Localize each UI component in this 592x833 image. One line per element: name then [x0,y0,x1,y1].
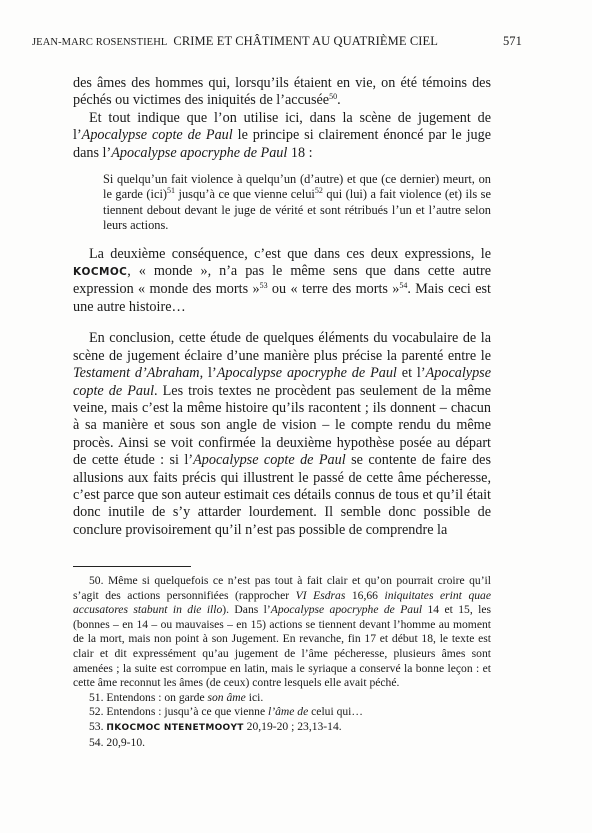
footnote-52: 52. Entendons : jusqu’à ce que vienne l’âme de celui qui… [89,705,364,719]
paragraph-4: En conclusion, cette étude de quelques éléments du vocabulaire de la scène de jugement éclaire d’une manière plus précise la parenté entre le Testament d’Abraham, l’Apocalypse apocryphe de Paul et l’Apocalypse copte de Paul. Les trois textes ne procèdent pas seulement de la même veine, mais c’est la même histoire qu’ils racontent ; ils donnent – chacun à sa manière et sous son angle de vision – le compte rendu du même procès. Ainsi se voit confirmée la deuxième hypothèse posée au départ de cette étude : si l’Apocalypse copte de Paul se contente de faire des allusions aux faits précis qui illustrent le passé de cette âme pécheresse, c’est parce que son auteur estimait ces détails connus de tous et qu’il était donc inutile de s’y attarder lourdement. Il semble donc possible de conclure provisoirement qu’il n’est pas possible de comprendre la [73,330,491,538]
footnote-51: 51. Entendons : on garde son âme ici. [89,690,264,704]
coptic-phrase: ΠΚΟCΜΟC ΝΤΕΝΕΤΜΟΟΥΤ [106,722,244,733]
block-quote: Si quelqu’un fait violence à quelqu’un (d’autre) et que (ce dernier) meurt, on le garde (ici)$^{51}$ jusqu’à ce que vienne celui$^{52}$ qui (lui) a fait violence (et) ils se tiennent debout devant le juge de vérité et sont rétribués l’un et l’autre selon leurs actions. [103,172,492,233]
footnote-50: 50. Même si quelquefois ce n’est pas tout à fait clair et qu’on pourrait croire qu’il s’agit des actions personnifiées (rapprocher VI Esdras 16,66 iniquitates erint quae accusatores stabunt in die illo). Dans l’Apocalypse apocryphe de Paul 14 et 15, les (bonnes – en 14 – ou mauvaises – en 15) actions se tiennent devant l’homme au moment de la mort, mais non point à son Jugement. En revanche, fin 17 et début 18, le texte est clair et dit expressément qu’au jugement de l’âme pécheresse, plusieurs âmes sont amenées ; la suite est corrompue en latin, mais le syriaque a conservé la bonne leçon : et cette âme reconnut les âmes (de ceux) contre lesquels elle avait péché. [73,574,491,690]
footnote-54: 54. 20,9-10. [89,735,146,749]
running-header [32,34,556,49]
page-number: 571 [502,34,522,48]
footnote-ref-50[interactable]: 50 [329,92,338,102]
footnote-ref-53[interactable]: 53 [259,281,268,291]
footnote-ref-51[interactable]: 51 [167,186,176,196]
section-gap [73,316,491,330]
footnote-separator [73,566,191,567]
footnote-ref-52[interactable]: 52 [314,186,323,196]
main-text [73,75,491,539]
footnotes [73,574,491,750]
header-author: JEAN-MARC ROSENSTIEHL [32,37,168,48]
footnote-ref-54[interactable]: 54 [399,281,408,291]
paragraph-1: des âmes des hommes qui, lorsqu’ils étaient en vie, on été témoins des péchés ou victimes des iniquités de l’accusée$^{50}$. [73,75,491,109]
paragraph-2: Et tout indique que l’on utilise ici, dans la scène de jugement de l’Apocalypse copte de Paul le principe si clairement énoncé par le juge dans l’Apocalypse apocryphe de Paul 18 : [73,109,491,161]
coptic-word: ΚΟCΜΟC [73,266,128,279]
header-title: CRIME ET CHÂTIMENT AU QUATRIÈME CIEL [173,34,438,48]
footnote-53: 53. ΠΚΟCΜΟC ΝΤΕΝΕΤΜΟΟΥΤ 20,19-20 ; 23,13-14. [89,719,342,733]
paragraph-3: La deuxième conséquence, c’est que dans ces deux expressions, le ΚΟCΜΟC, « monde », n’a pas le même sens que dans cette autre expression « monde des morts »$^{53}$ ou « terre des morts »$^{54}$. Mais ceci est une autre histoire… [73,245,491,315]
